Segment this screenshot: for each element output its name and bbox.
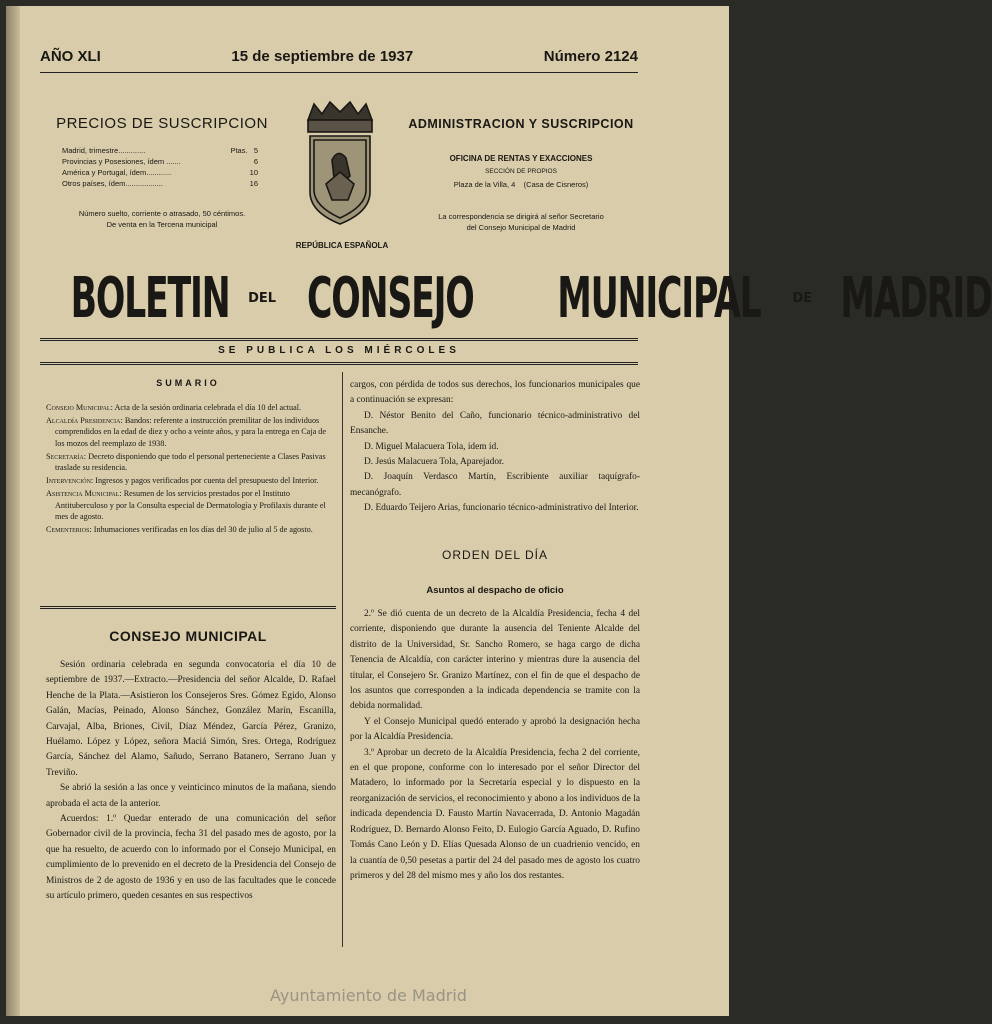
orden-paragraph: Y el Consejo Municipal quedó enterado y aprobó la designación hecha por la Alcaldía Presidencia.: [350, 716, 640, 743]
masthead-rule: [40, 338, 638, 341]
archive-watermark: Ayuntamiento de Madrid: [270, 986, 467, 1005]
sumario-item: [46, 475, 336, 486]
price-row: [62, 156, 258, 167]
orden-del-dia-title: ORDEN DEL DÍA: [442, 548, 548, 562]
price-row: [62, 167, 258, 178]
orden-paragraph: 3.º Aprobar un decreto de la Alcaldía Presidencia, fecha 2 del corriente, en el que propone, conforme con lo interesado por el señor Director del Matadero, lo informado por la Secretaría especial y lo dispuesto en la reorganización de servicios, el reconocimiento y abono a los individuos de la indicada dependencia D. Fausto Martín Navacerrada, D. Antonio Magadán Rodríguez, D. Bernardo Alonso Feito, D. Eulogio García Aguado, D. Rufino Tomás Cano León y D. Elías Quesada Alonso de un cuadrienio vencido, en la cuantía de 0,50 pesetas a partir del 24 del pasado mes de agosto los cuatro primeros y del 28 del mismo mes y año los dos restantes.: [350, 747, 640, 881]
sumario-item: [46, 415, 336, 449]
page-binding-edge: [6, 6, 20, 1016]
price-list: [62, 145, 258, 189]
office-address: [404, 179, 638, 190]
year-label: AÑO XLI: [40, 48, 101, 65]
price-label: Madrid, trimestre.............: [62, 146, 146, 155]
consejo-title: CONSEJO MUNICIPAL: [109, 628, 267, 644]
top-rule: [40, 72, 638, 73]
name-item: D. Joaquín Verdasco Martín, Escribiente auxiliar taquígrafo-mecanógrafo.: [350, 472, 640, 498]
masthead-word-boletin: BOLETIN: [70, 265, 230, 331]
administracion-title: ADMINISTRACION Y SUSCRIPCION: [408, 117, 634, 131]
sumario-text: Resumen de los servicios prestados por el Instituto Antituberculoso y por la Consulta especial de Dermatología y Profilaxis durante el mes de agosto.: [55, 489, 326, 521]
price-label: Provincias y Posesiones, ídem .......: [62, 157, 181, 166]
note-line: De venta en la Tercena municipal: [106, 220, 218, 229]
sumario-text: Acta de la sesión ordinaria celebrada el día 10 del actual.: [114, 403, 302, 412]
sumario-label: Asistencia Municipal:: [46, 489, 122, 499]
office-section: SECCIÓN DE PROPIOS: [485, 168, 557, 175]
name-item: D. Eduardo Teijero Arias, funcionario técnico-administrativo del Interior.: [364, 503, 639, 514]
consejo-paragraph: Sesión ordinaria celebrada en segunda convocatoria el día 10 de septiembre de 1937.—Extracto.—Presidencia del señor Alcalde, D. Rafael Henche de la Plata.—Asistieron los Consejeros Sres. Gómez Egido, Alonso Galán, Macías, Peinado, Alonso Sánchez, González Marín, Escanilla, Carvajal, Alba, Briones, Civil, Díaz Méndez, García Pérez, Granizo, Huélamo. López y López, señora Maciá Simón, Sres. Ortega, Rodríguez García, Sánchez del Alamo, Sañudo, Serrano Batanero, Serrano Juan y Treviño.: [46, 660, 336, 778]
masthead-word-madrid: MADRID: [840, 265, 992, 331]
name-item: D. Miguel Malacuera Tola, ídem íd.: [364, 441, 499, 452]
sumario-label: Secretaría:: [46, 451, 87, 461]
masthead-connector: DE: [792, 290, 813, 306]
consejo-paragraph: Se abrió la sesión a las once y veinticinco minutos de la mañana, siendo aprobada el acta de la anterior.: [46, 783, 336, 809]
address-street: Plaza de la Villa, 4: [453, 180, 516, 189]
masthead: [38, 258, 992, 338]
sumario-label: Alcaldía Presidencia:: [46, 416, 123, 426]
column-divider: [342, 372, 343, 947]
administracion-note: [398, 211, 644, 233]
sumario-text: Inhumaciones verificadas en los días del 30 de julio al 5 de agosto.: [93, 525, 313, 535]
consejo-body: [46, 658, 336, 905]
sumario-item: [46, 488, 336, 522]
masthead-word-consejo: CONSEJO: [307, 265, 474, 331]
right-column-bottom: [350, 607, 640, 884]
price-label: América y Portugal, ídem............: [62, 168, 172, 177]
sumario-text: Bandos: referente a instrucción premilitar de los individuos comprendidos en la edad de diez y ocho a veinte años, y para la entrega en Caja de los mozos del reemplazo de 1938.: [55, 416, 326, 448]
price-row: [62, 178, 258, 189]
sumario-item: [46, 402, 336, 413]
suscripcion-note: [40, 208, 284, 230]
sumario-title: SUMARIO: [156, 378, 220, 388]
office-name: OFICINA DE RENTAS Y EXACCIONES: [449, 154, 593, 163]
price-row: [62, 145, 258, 156]
note-line: Número suelto, corriente o atrasado, 50 céntimos.: [78, 209, 246, 218]
note-line: del Consejo Municipal de Madrid: [466, 223, 576, 232]
intro-paragraph: cargos, con pérdida de todos sus derechos, los funcionarios municipales que a continuación se expresan:: [350, 380, 640, 406]
suscripcion-title: PRECIOS DE SUSCRIPCION: [56, 115, 268, 132]
sumario-text: Decreto disponiendo que todo el personal perteneciente a Clases Pasivas traslade su residencia.: [55, 451, 326, 473]
address-building: (Casa de Cisneros): [523, 180, 589, 189]
price-value: 16: [249, 179, 258, 188]
consejo-paragraph: Acuerdos: 1.º Quedar enterado de una comunicación del señor Gobernador civil de la provincia, fecha 31 del pasado mes de agosto, por la que ha resuelto, de acuerdo con lo informado por el Consejo Municipal, en cumplimiento de lo prevenido en el decreto de la Presidencia del Consejo de Ministros de 2 de agosto de 1936 y en uso de las facultades que le concede su artículo primero, queden cesantes en sus respectivos: [46, 814, 336, 902]
sumario-text: Ingresos y pagos verificados por cuenta del presupuesto del Interior.: [95, 476, 319, 486]
republica-label: REPÚBLICA ESPAÑOLA: [295, 241, 389, 250]
note-line: La correspondencia se dirigirá al señor Secretario: [438, 212, 604, 221]
name-item: D. Néstor Benito del Caño, funcionario técnico-administrativo del Ensanche.: [350, 410, 640, 437]
sumario-item: [46, 451, 336, 473]
price-value: 10: [249, 168, 258, 177]
asuntos-title: Asuntos al despacho de oficio: [426, 585, 564, 596]
price-value: 5: [253, 146, 258, 155]
right-column-top: [350, 378, 640, 517]
masthead-connector: DEL: [248, 290, 277, 306]
issue-number: Número 2124: [543, 48, 638, 65]
price-value: 6: [253, 157, 258, 166]
sumario-label: Intervención:: [46, 476, 94, 486]
sumario-label: Cementerios:: [46, 525, 92, 535]
name-item: D. Jesús Malacuera Tola, Aparejador.: [364, 457, 505, 468]
sumario-list: [46, 402, 336, 537]
top-info-bar: [40, 48, 638, 65]
madrid-coat-of-arms: [300, 100, 380, 235]
price-unit: Ptas.: [230, 146, 248, 155]
issue-date: 15 de septiembre de 1937: [231, 48, 414, 65]
sumario-item: [46, 524, 336, 535]
price-label: Otros países, ídem..................: [62, 179, 163, 188]
orden-paragraph: 2.º Se dió cuenta de un decreto de la Alcaldía Presidencia, fecha 4 del corriente, disponiendo que durante la ausencia del Teniente Alcalde del distrito de la Universidad, Sr. Sancho Romero, se haga cargo de dicha Tenencia de Alcaldía, con carácter interino y mientras dure la ausencia del titular, el Consejero Sr. Granizo Martínez, con el fin de que el despacho de los asuntos que corresponden a la indicada dependencia se tramite con la debida normalidad.: [350, 609, 640, 712]
sumario-end-rule: [40, 606, 336, 609]
masthead-word-municipal: MUNICIPAL: [556, 265, 761, 331]
publication-day: SE PUBLICA LOS MIÉRCOLES: [218, 345, 460, 356]
sumario-label: Consejo Municipal:: [46, 403, 113, 412]
section-rule: [40, 362, 638, 365]
